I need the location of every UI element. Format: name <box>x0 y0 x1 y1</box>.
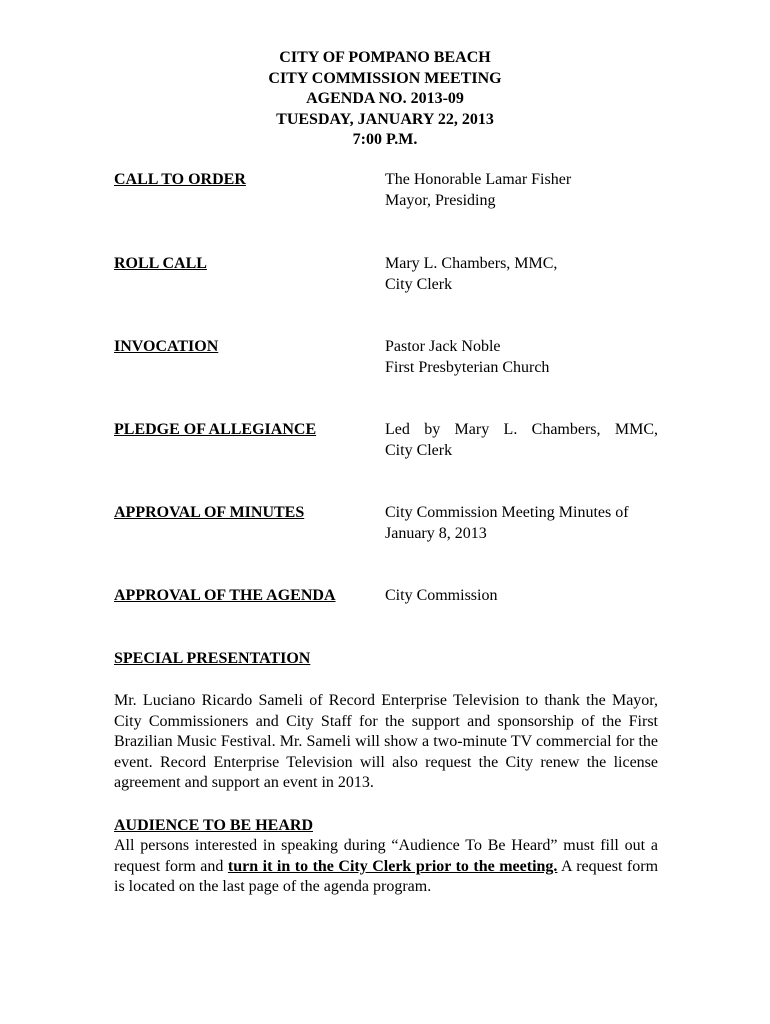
item-label: PLEDGE OF ALLEGIANCE <box>114 421 317 438</box>
item-detail-line: January 8, 2013 <box>385 524 487 542</box>
item-detail-line: City Clerk <box>385 275 453 293</box>
item-label: APPROVAL OF MINUTES <box>114 504 305 521</box>
header-date: TUESDAY, JANUARY 22, 2013 <box>276 110 494 128</box>
item-label: ROLL CALL <box>114 255 207 272</box>
header-meeting: CITY COMMISSION MEETING <box>268 69 502 87</box>
item-detail-line: Led by Mary L. Chambers, MMC, <box>385 421 658 438</box>
item-detail-line: City Commission Meeting Minutes of <box>385 504 629 521</box>
item-detail-line: City Commission <box>385 587 498 604</box>
header-agenda-number: AGENDA NO. 2013-09 <box>306 90 464 108</box>
agenda-header <box>0 48 770 151</box>
item-detail-line: First Presbyterian Church <box>385 358 550 376</box>
special-presentation-text: Mr. Luciano Ricardo Sameli of Record Enterprise Television to thank the Mayor, City Commissioners and City Staff for the support and sponsorship of the First Brazilian Music Festival. Mr. Sameli will show a two-minute TV commercial for the event. Record Enterprise Television will also request the City renew the license agreement and support an event in 2013. <box>114 692 658 791</box>
item-detail-line: Mayor, Presiding <box>385 191 496 209</box>
item-detail-line: City Clerk <box>385 441 453 459</box>
item-label: INVOCATION <box>114 338 219 355</box>
audience-heading: AUDIENCE TO BE HEARD <box>114 817 314 834</box>
item-detail <box>385 254 658 295</box>
item-label: APPROVAL OF THE AGENDA <box>114 587 336 604</box>
header-city: CITY OF POMPANO BEACH <box>279 49 491 66</box>
audience-text-before: All persons interested in speaking during “Audience To Be Heard” must fill out a request form and <box>114 837 658 875</box>
item-detail-line: The Honorable Lamar Fisher <box>385 171 572 188</box>
special-presentation-heading: SPECIAL PRESENTATION <box>114 650 311 667</box>
header-time: 7:00 P.M. <box>352 131 418 149</box>
audience-text-emphasis: turn it in to the City Clerk prior to the meeting. <box>227 857 558 875</box>
item-detail <box>385 170 658 211</box>
item-detail <box>385 337 658 378</box>
item-detail-line: Pastor Jack Noble <box>385 338 501 355</box>
item-label: CALL TO ORDER <box>114 171 246 188</box>
item-detail <box>385 503 658 544</box>
item-detail-line: Mary L. Chambers, MMC, <box>385 255 558 272</box>
item-detail <box>385 586 658 607</box>
audience-text <box>114 836 658 898</box>
item-detail <box>385 420 658 461</box>
audience-text-after: A request form is located on the last page of the agenda program. <box>114 857 659 895</box>
